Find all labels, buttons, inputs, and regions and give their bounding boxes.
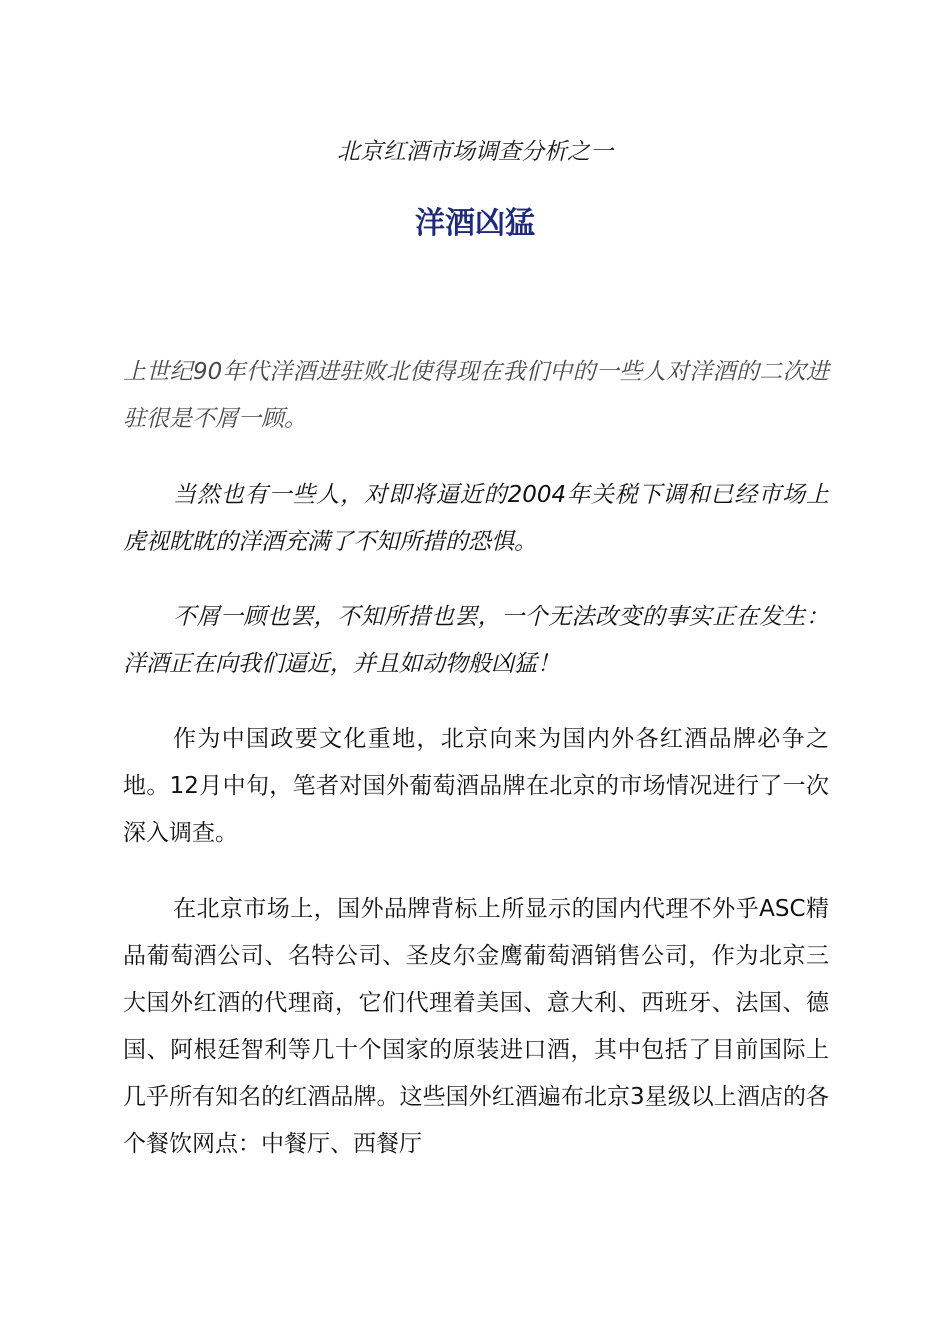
document-subtitle: 北京红酒市场调查分析之一 bbox=[337, 139, 613, 165]
paragraph-survey: 作为中国政要文化重地，北京向来为国内外各红酒品牌必争之地。12月中旬，笔者对国外葡萄酒品牌在北京的市场情况进行了一次深入调查。 bbox=[123, 726, 829, 846]
paragraph-intro: 上世纪90年代洋酒进驻败北使得现在我们中的一些人对洋酒的二次进驻很是不屑一顾。 bbox=[123, 359, 829, 432]
document-title: 洋酒凶猛 bbox=[415, 206, 535, 241]
paragraph-fear: 当然也有一些人，对即将逼近的2004年关税下调和已经市场上虎视眈眈的洋酒充满了不知所措的恐惧。 bbox=[123, 482, 829, 555]
paragraph-fact: 不屑一顾也罢，不知所措也罢，一个无法改变的事实正在发生： 洋酒正在向我们逼近，并且如动物般凶猛！ bbox=[123, 604, 829, 677]
paragraph-agents: 在北京市场上，国外品牌背标上所显示的国内代理不外乎ASC精品葡萄酒公司、名特公司、圣皮尔金鹰葡萄酒销售公司，作为北京三大国外红酒的代理商，它们代理着美国、意大利、西班牙、法国、德国、阿根廷智利等几十个国家的原装进口酒，其中包括了目前国际上几乎所有知名的红酒品牌。这些国外红酒遍布北京3星级以上酒店的各个餐饮网点：中餐厅、西餐厅 bbox=[123, 896, 829, 1157]
